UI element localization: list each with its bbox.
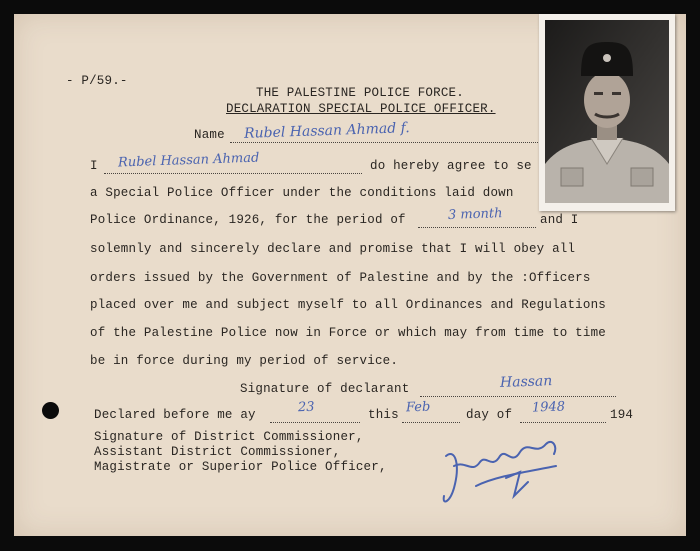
line1-name-value: Rubel Hassan Ahmad [117, 150, 260, 171]
line6-text: placed over me and subject myself to all Ordinances and Regulations [90, 298, 606, 312]
name-value: Rubel Hassan Ahmad f. [243, 120, 410, 142]
period-field-line [418, 227, 536, 228]
day-field-line [270, 422, 360, 423]
period-value: 3 month [447, 206, 503, 223]
signature-field-line [420, 396, 616, 397]
officer-photo [539, 14, 675, 211]
signature-value: Hassan [499, 373, 553, 391]
line7-text: of the Palestine Police now in Force or which may from time to time [90, 326, 606, 340]
declared-text-d: 194 [610, 408, 634, 422]
officer-signature [436, 426, 576, 516]
day-value: 23 [297, 399, 315, 416]
month-field-line [402, 422, 460, 423]
month-value: Feb [405, 399, 431, 416]
dc-line-3: Magistrate or Superior Police Officer, [94, 460, 387, 474]
signature-label: Signature of declarant [240, 382, 410, 396]
punch-hole [42, 402, 59, 419]
line1-i: I [90, 159, 98, 173]
line1-field-line [104, 173, 362, 174]
dc-line-1: Signature of District Commissioner, [94, 430, 364, 444]
line3-text-b: and I [540, 213, 579, 227]
title-line-1: THE PALESTINE POLICE FORCE. [256, 86, 464, 100]
declared-text-a: Declared before me ay [94, 408, 256, 422]
line4-text: solemnly and sincerely declare and promise that I will obey all [90, 242, 576, 256]
year-field-line [520, 422, 606, 423]
line8-text: be in force during my period of service. [90, 354, 399, 368]
name-label: Name [194, 128, 225, 142]
line2-text: a Special Police Officer under the conditions laid down [90, 186, 514, 200]
line1-text: do hereby agree to se [370, 159, 532, 173]
year-value: 1948 [531, 399, 566, 416]
line3-text-a: Police Ordinance, 1926, for the period of [90, 213, 406, 227]
line5-text: orders issued by the Government of Palestine and by the :Officers [90, 271, 591, 285]
name-field-line [230, 142, 540, 143]
declared-text-c: day of [466, 408, 513, 422]
reference-number: - P/59.- [66, 74, 128, 88]
dc-line-2: Assistant District Commissioner, [94, 445, 341, 459]
title-line-2: DECLARATION SPECIAL POLICE OFFICER. [226, 102, 496, 116]
declared-text-b: this [368, 408, 399, 422]
